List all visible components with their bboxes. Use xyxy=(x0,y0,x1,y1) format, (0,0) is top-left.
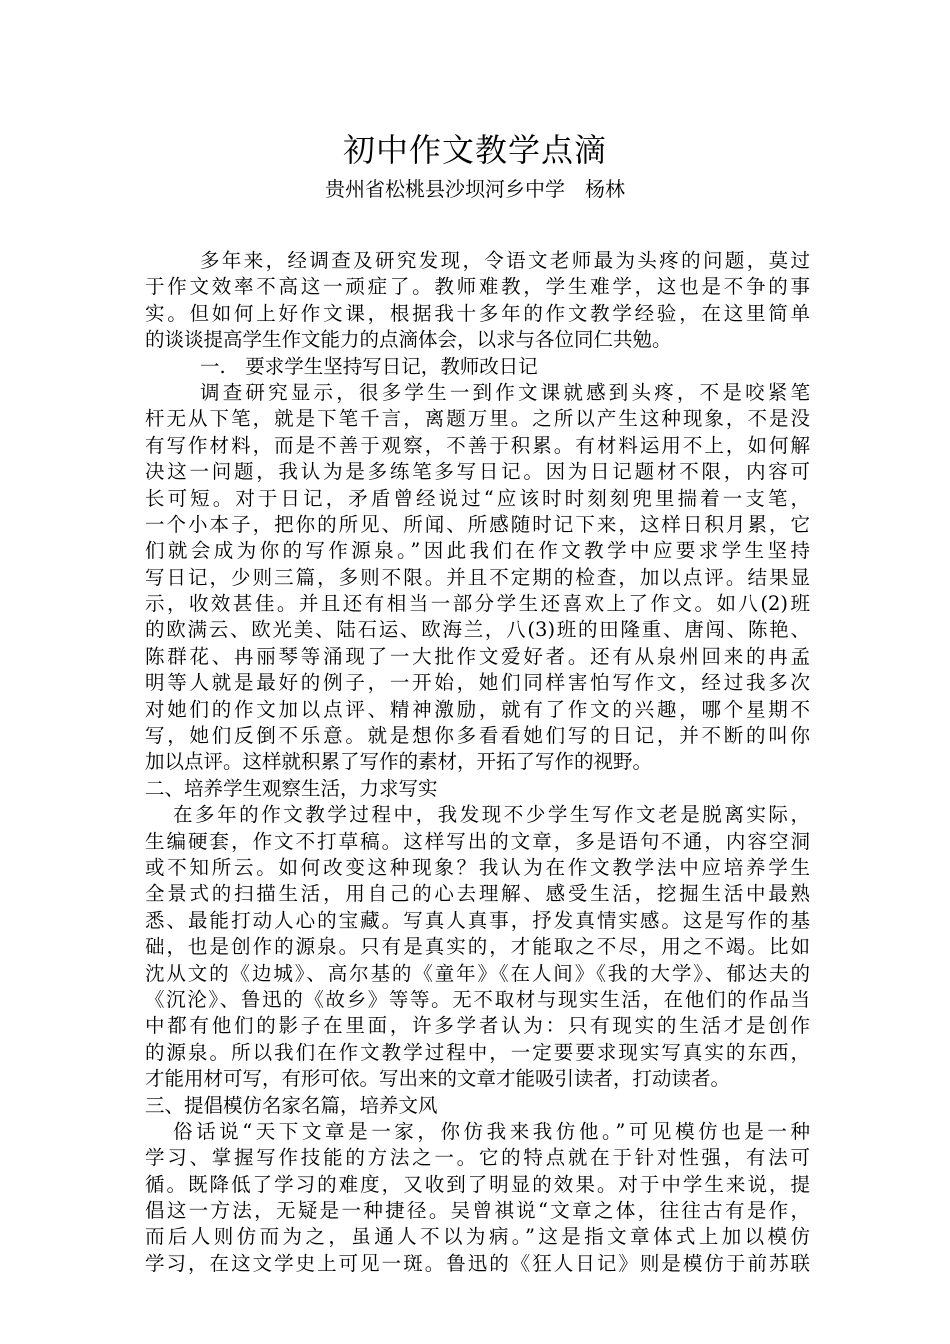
body-text-line: 示，收效甚佳。并且还有相当一部分学生还喜欢上了作文。如八(2)班 xyxy=(145,592,810,616)
body-text-line: 的谈谈提高学生作文能力的点滴体会，以求与各位同仁共勉。 xyxy=(145,328,672,352)
body-text-line: 沈从文的《边城》、高尔基的《童年》《在人间》《我的大学》、郁达夫的 xyxy=(145,961,810,985)
body-text-line: 三、提倡模仿名家名篇，培养文风 xyxy=(145,1093,438,1117)
body-text-line: 二、培养学生观察生活，力求写实 xyxy=(145,776,438,800)
body-text-line: 础，也是创作的源泉。只有是真实的，才能取之不尽，用之不竭。比如 xyxy=(145,935,810,959)
body-text-line: 对她们的作文加以点评、精神激励，就有了作文的兴趣，哪个星期不 xyxy=(145,697,810,721)
body-text-line: 的源泉。所以我们在作文教学过程中，一定要要求现实写真实的东西， xyxy=(145,1040,810,1064)
body-text-line: 实。但如何上好作文课，根据我十多年的作文教学经验，在这里简单 xyxy=(145,301,810,325)
body-text-line: 而后人则仿而为之，虽通人不以为病。”这是指文章体式上加以模仿 xyxy=(145,1225,810,1249)
document-author-line: 贵州省松桃县沙坝河乡中学 杨林 xyxy=(325,177,625,201)
body-text-line: 俗话说“天下文章是一家，你仿我来我仿他。”可见模仿也是一种 xyxy=(173,1119,810,1143)
body-text-line: 们就会成为你的写作源泉。”因此我们在作文教学中应要求学生坚持 xyxy=(145,539,810,563)
body-text-line: 多年来，经调查及研究发现，令语文老师最为头疼的问题，莫过 xyxy=(200,249,810,272)
body-text-line: 调查研究显示，很多学生一到作文课就感到头疼，不是咬紧笔 xyxy=(200,380,810,404)
document-body xyxy=(145,248,810,1277)
body-text-line: 学习，在这文学史上可见一斑。鲁迅的《狂人日记》则是模仿于前苏联 xyxy=(145,1251,810,1275)
body-text-line: 一. 要求学生坚持写日记，教师改日记 xyxy=(200,354,538,378)
body-text-line: 有写作材料，而是不善于观察，不善于积累。有材料运用不上，如何解 xyxy=(145,433,810,457)
body-text-line: 的欧满云、欧光美、陆石运、欧海兰，八(3)班的田隆重、唐闯、陈艳、 xyxy=(145,618,810,642)
body-text-line: 写日记，少则三篇，多则不限。并且不定期的检查，加以点评。结果显 xyxy=(145,565,810,589)
body-text-line: 加以点评。这样就积累了写作的素材，开拓了写作的视野。 xyxy=(145,750,653,774)
body-text-line: 在多年的作文教学过程中，我发现不少学生写作文老是脱离实际， xyxy=(173,803,810,827)
body-text-line: 写，她们反倒不乐意。就是想你多看看她们写的日记，并不断的叫你 xyxy=(145,724,810,748)
body-text-line: 《沉沦》、鲁迅的《故乡》等等。无不取材与现实生活，在他们的作品当 xyxy=(145,987,810,1011)
body-text-line: 或不知所云。如何改变这种现象？我认为在作文教学法中应培养学生 xyxy=(145,855,810,879)
body-text-line: 学习、掌握写作技能的方法之一。它的特点就在于针对性强，有法可 xyxy=(145,1146,810,1170)
body-text-line: 生编硬套，作文不打草稿。这样写出的文章，多是语句不通，内容空洞 xyxy=(145,829,810,853)
body-text-line: 一个小本子，把你的所见、所闻、所感随时记下来，这样日积月累，它 xyxy=(145,512,810,536)
body-text-line: 才能用材可写，有形可依。写出来的文章才能吸引读者，打动读者。 xyxy=(145,1067,731,1091)
document-title: 初中作文教学点滴 xyxy=(342,131,607,169)
body-text-line: 倡这一方法，无疑是一种捷径。吴曾祺说“文章之体，往往古有是作， xyxy=(145,1199,810,1223)
body-text-line: 中都有他们的影子在里面，许多学者认为：只有现实的生活才是创作 xyxy=(145,1014,810,1038)
body-text-line: 决这一问题，我认为是多练笔多写日记。因为日记题材不限，内容可 xyxy=(145,460,810,484)
body-text-line: 陈群花、冉丽琴等涌现了一大批作文爱好者。还有从泉州回来的冉孟 xyxy=(145,644,810,668)
body-text-line: 全景式的扫描生活，用自己的心去理解、感受生活，挖掘生活中最熟 xyxy=(145,882,810,906)
body-text-line: 于作文效率不高这一顽症了。教师难教，学生难学，这也是不争的事 xyxy=(145,275,810,299)
body-text-line: 杆无从下笔，就是下笔千言，离题万里。之所以产生这种现象，不是没 xyxy=(145,407,810,431)
body-text-line: 悉、最能打动人心的宝藏。写真人真事，抒发真情实感。这是写作的基 xyxy=(145,908,810,932)
body-text-line: 明等人就是最好的例子，一开始，她们同样害怕写作文，经过我多次 xyxy=(145,671,810,695)
body-text-line: 长可短。对于日记，矛盾曾经说过“应该时时刻刻兜里揣着一支笔， xyxy=(145,486,810,510)
body-text-line: 循。既降低了学习的难度，又收到了明显的效果。对于中学生来说，提 xyxy=(145,1172,810,1196)
